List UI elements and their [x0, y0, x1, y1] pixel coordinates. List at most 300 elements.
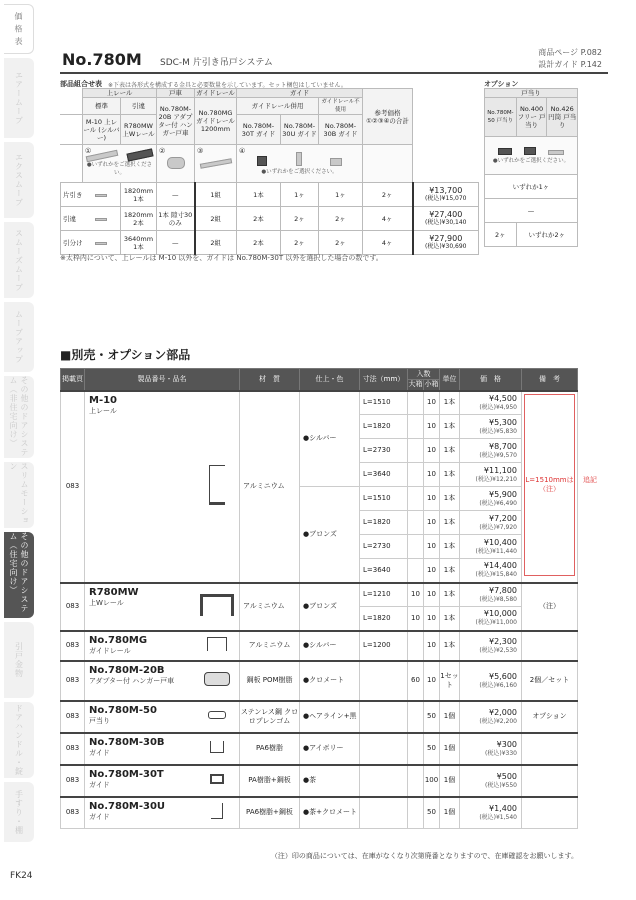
- group-guide-rail: ガイドレール: [196, 89, 235, 97]
- price-value: ¥27,900: [429, 233, 463, 243]
- price-cell: [460, 631, 522, 661]
- size-cell: L=3640: [360, 559, 408, 583]
- qty-big-cell: 10: [408, 607, 424, 631]
- group-door-roller: 戸車: [157, 89, 195, 98]
- qty-big-cell: 60: [408, 661, 424, 701]
- product-name-cell: [85, 765, 196, 797]
- page-cell: 083: [61, 391, 85, 583]
- combo-table-label: 部品組合せ表: [60, 80, 102, 88]
- option-row: [485, 175, 578, 199]
- door-layout-icon: [95, 194, 107, 197]
- option-qty-50: 2ヶ: [485, 223, 517, 247]
- unit-cell: 1本: [440, 583, 460, 607]
- col-no426: No.426 円筒 戸当り: [547, 98, 578, 137]
- page-cell: 083: [61, 583, 85, 631]
- cell-r6: 2ヶ: [319, 207, 363, 231]
- product-desc: ガイドレール: [89, 646, 131, 655]
- size-cell: L=1820: [360, 511, 408, 535]
- th-page: 掲載頁: [61, 369, 85, 391]
- qty-big-cell: [408, 733, 424, 765]
- door-stop-image-cell: [485, 137, 578, 175]
- unit-cell: 1本: [440, 559, 460, 583]
- table-row: [61, 733, 578, 765]
- material-cell: PA6樹脂+鋼板: [240, 797, 300, 829]
- col-780m30t: No.780M-30T ガイド: [237, 115, 281, 145]
- qty-big-cell: [408, 535, 424, 559]
- header-divider: [60, 72, 608, 74]
- option-table: [484, 88, 578, 247]
- page-title: No.780M: [62, 50, 142, 69]
- group-guide: ガイド: [237, 89, 363, 98]
- option-row: [485, 223, 578, 247]
- num-2: ②: [159, 147, 166, 155]
- unit-cell: 1本: [440, 391, 460, 415]
- table-row: [61, 661, 578, 701]
- product-figure-cell: [196, 733, 240, 765]
- qty-big-cell: [408, 415, 424, 439]
- qty-small-cell: 10: [424, 535, 440, 559]
- qty-small-cell: 50: [424, 701, 440, 733]
- cell-r4: 2本: [237, 231, 281, 255]
- price-value: ¥13,700: [429, 185, 463, 195]
- cell-r2: —: [157, 231, 195, 255]
- product-number: No.780MG: [89, 634, 148, 646]
- size-cell: L=3640: [360, 463, 408, 487]
- qty-small-cell: 10: [424, 391, 440, 415]
- option-qty-other: いずれか2ヶ: [516, 223, 577, 247]
- product-figure-icon: [211, 803, 223, 819]
- unit-cell: 1本: [440, 439, 460, 463]
- product-name-cell: [85, 661, 196, 701]
- price-cell: [460, 583, 522, 607]
- choose-note-3: ●いずれかをご選択ください。: [492, 157, 570, 164]
- price-cell: [460, 487, 522, 511]
- price-tax: (税込)¥30,140: [425, 218, 467, 226]
- finish-cell: ●シルバー: [300, 631, 360, 661]
- price-value: ¥10,400: [483, 537, 517, 547]
- page-cell: 083: [61, 631, 85, 661]
- qty-big-cell: [408, 797, 424, 829]
- side-tab-8[interactable]: 引戸金物: [4, 622, 34, 698]
- th-unit: 単位: [440, 369, 460, 391]
- side-tab-0[interactable]: 価 格 表: [4, 4, 34, 54]
- blank-cell: [61, 145, 83, 183]
- product-number: No.780M-30U: [89, 800, 166, 812]
- table-row: [61, 797, 578, 829]
- col-780m30b: No.780M-30B ガイド: [319, 115, 363, 145]
- door-stop-50-icon: [498, 148, 512, 155]
- price-tax: (税込)¥6,490: [479, 499, 517, 507]
- price-cell: [460, 511, 522, 535]
- unit-cell: 1本: [440, 535, 460, 559]
- design-guide-ref: 設計ガイド P.142: [538, 60, 602, 69]
- price-value: ¥7,200: [489, 513, 517, 523]
- product-desc: ガイド: [89, 748, 110, 757]
- unit-cell: 1個: [440, 733, 460, 765]
- combo-row: [61, 183, 479, 207]
- col-780m30u: No.780M-30U ガイド: [281, 115, 319, 145]
- price-tax: (税込)¥4,950: [479, 403, 517, 411]
- size-cell: [360, 765, 408, 797]
- cell-r5: 1ヶ: [281, 183, 319, 207]
- unit-cell: 1本: [440, 415, 460, 439]
- qty-small-cell: 50: [424, 797, 440, 829]
- guide-common-header: ガイドレール併用: [237, 98, 319, 115]
- product-number: R780MW: [89, 586, 139, 598]
- product-figure-cell: [196, 797, 240, 829]
- product-figure-icon: [210, 741, 224, 753]
- material-cell: アルミニウム: [240, 631, 300, 661]
- roller-image-cell: [157, 145, 195, 183]
- finish-cell: ●茶: [300, 765, 360, 797]
- price-tax: (税込)¥2,530: [479, 646, 517, 654]
- size-cell: [360, 797, 408, 829]
- cell-r5: 2ヶ: [281, 207, 319, 231]
- cell-r7: 4ヶ: [363, 231, 413, 255]
- table-row: [61, 701, 578, 733]
- col-780m20b: No.780M-20B アダプター付 ハンガー戸車: [157, 98, 195, 145]
- cell-r6: 2ヶ: [319, 231, 363, 255]
- product-desc: ガイド: [89, 780, 110, 789]
- roller-icon: [167, 157, 185, 169]
- material-cell: PA6樹脂: [240, 733, 300, 765]
- unit-cell: 1本: [440, 487, 460, 511]
- ref-price: [413, 183, 479, 207]
- side-tab-2[interactable]: エクスムーブ: [4, 142, 34, 218]
- price-value: ¥7,800: [489, 585, 517, 595]
- th-name: 製品番号・品名: [85, 369, 240, 391]
- price-value: ¥500: [496, 771, 517, 781]
- price-cell: [460, 797, 522, 829]
- unit-cell: 1個: [440, 701, 460, 733]
- price-cell: [460, 415, 522, 439]
- size-cell: L=1820: [360, 607, 408, 631]
- cell-r7: 2ヶ: [363, 183, 413, 207]
- product-figure-icon: [210, 774, 224, 784]
- qty-small-cell: 10: [424, 559, 440, 583]
- parts-section-title: ■別売・オプション部品: [60, 348, 191, 362]
- combo-table-note: ※下表は各形式を構成する金具と必要数量を示しています。セット梱包はしていません。: [108, 82, 347, 89]
- size-cell: L=2730: [360, 535, 408, 559]
- product-desc: アダプター付 ハンガー戸車: [89, 676, 175, 685]
- qty-small-cell: 10: [424, 607, 440, 631]
- price-value: ¥300: [496, 739, 517, 749]
- product-figure-cell: [196, 661, 240, 701]
- cell-r4: 1本: [237, 183, 281, 207]
- cell-r3: 1組: [195, 183, 237, 207]
- material-cell: 鋼板 POM樹脂: [240, 661, 300, 701]
- finish-cell: ●ブロンズ: [300, 583, 360, 631]
- num-1: ①: [85, 147, 92, 155]
- remark-cell: オプション: [522, 701, 578, 733]
- cell-r5: 2ヶ: [281, 231, 319, 255]
- cell-r1: 3640mm 1本: [121, 231, 157, 255]
- finish-cell: ●クロメート: [300, 661, 360, 701]
- price-tax: (税込)¥12,210: [475, 475, 517, 483]
- table-row: [61, 765, 578, 797]
- product-desc: 上Wレール: [89, 598, 124, 607]
- choose-note-2: ●いずれかをご選択ください。: [261, 168, 338, 175]
- qty-small-cell: 10: [424, 439, 440, 463]
- price-tax: (税込)¥9,570: [479, 451, 517, 459]
- qty-small-cell: 10: [424, 583, 440, 607]
- product-number: M-10: [89, 394, 118, 406]
- side-tab-4[interactable]: ムーブアップ: [4, 302, 34, 372]
- table-row: [61, 391, 578, 415]
- qty-small-cell: 10: [424, 631, 440, 661]
- remark-cell: （注）: [522, 583, 578, 631]
- cell-r3: 2組: [195, 231, 237, 255]
- combo-footnote: ※太枠内について、上レールは M-10 以外を、ガイドは No.780M-30T 以外を選択した場合の数です。: [60, 254, 383, 262]
- price-cell: [460, 607, 522, 631]
- guide-30b-icon: [330, 158, 342, 166]
- product-number: No.780M-30B: [89, 736, 165, 748]
- table-row: [61, 631, 578, 661]
- side-tab-3[interactable]: スムーズムーブ: [4, 222, 34, 298]
- price-cell: [460, 661, 522, 701]
- price-cell: [460, 765, 522, 797]
- page-cell: 083: [61, 701, 85, 733]
- side-tab-6[interactable]: スリムモーション: [4, 462, 34, 528]
- col-no400: No.400 フリー 戸当り: [516, 98, 547, 137]
- blank-cell: [61, 115, 83, 145]
- qty-small-cell: 10: [424, 463, 440, 487]
- qty-small-cell: 50: [424, 733, 440, 765]
- side-tab-7[interactable]: その他のドアシステム（住宅向け）: [4, 532, 34, 618]
- finish-cell: ●シルバー: [300, 391, 360, 487]
- col-780mg: No.780MG ガイドレール 1200mm: [195, 98, 237, 145]
- finish-cell: ●アイボリー: [300, 733, 360, 765]
- th-price: 価 格: [460, 369, 522, 391]
- door-layout-icon: [95, 218, 107, 221]
- guide-noneed-header: ガイドレール不使用: [319, 98, 363, 115]
- product-name-cell: [85, 583, 196, 631]
- col-780m50: No.780M-50 戸当り: [485, 98, 517, 137]
- size-cell: [360, 661, 408, 701]
- price-value: ¥8,700: [489, 441, 517, 451]
- choose-note-1: ●いずれかをご選択ください。: [86, 161, 153, 176]
- qty-big-cell: [408, 559, 424, 583]
- price-tax: (税込)¥330: [485, 749, 517, 757]
- unit-cell: 1個: [440, 765, 460, 797]
- pull-header: 引違: [121, 98, 157, 115]
- group-upper-rail: 上レール: [83, 89, 157, 98]
- num-3: ③: [197, 147, 204, 155]
- product-desc: 上レール: [89, 406, 117, 415]
- remark-cell: [522, 797, 578, 829]
- guide-rail-image-cell: [195, 145, 237, 183]
- price-tax: (税込)¥2,200: [479, 717, 517, 725]
- price-cell: [460, 391, 522, 415]
- price-value: ¥4,500: [489, 393, 517, 403]
- material-cell: PA樹脂+鋼板: [240, 765, 300, 797]
- product-figure-cell: [196, 701, 240, 733]
- combination-table: [60, 88, 479, 255]
- qty-small-cell: 10: [424, 487, 440, 511]
- col-r780mw: R780MW 上Wレール: [121, 115, 157, 145]
- guide-30t-icon: [257, 156, 267, 166]
- std-header: 標準: [83, 98, 121, 115]
- product-desc: ガイド: [89, 812, 110, 821]
- product-figure-cell: [196, 631, 240, 661]
- product-number: No.780M-30T: [89, 768, 164, 780]
- cell-r4: 2本: [237, 207, 281, 231]
- th-material: 材 質: [240, 369, 300, 391]
- side-tab-1[interactable]: エアームーブ: [4, 58, 34, 138]
- table-row: [61, 583, 578, 607]
- cell-r6: 1ヶ: [319, 183, 363, 207]
- page-cell: 083: [61, 733, 85, 765]
- th-remark: 備 考: [522, 369, 578, 391]
- parts-footnote: （注）印の商品については、在庫がなくなり次第廃番となりますので、在庫確認をお願いします。: [270, 852, 578, 860]
- cell-r7: 4ヶ: [363, 207, 413, 231]
- cell-r1: 1820mm 2本: [121, 207, 157, 231]
- upper-rail-image-cell: [83, 145, 157, 183]
- finish-cell: ●茶+クロメート: [300, 797, 360, 829]
- page-cell: 083: [61, 661, 85, 701]
- unit-cell: 1個: [440, 797, 460, 829]
- price-tax: (税込)¥30,690: [425, 242, 467, 250]
- price-cell: [460, 559, 522, 583]
- price-cell: [460, 535, 522, 559]
- product-page-ref: 商品ページ P.082: [538, 48, 602, 57]
- row-type: 引分け: [61, 231, 83, 255]
- th-qty: 入数: [408, 369, 440, 380]
- price-value: ¥11,100: [483, 465, 517, 475]
- combo-row: [61, 231, 479, 255]
- col-m10: M-10 上レール (シルバー): [83, 115, 121, 145]
- row-type: 片引き: [61, 183, 83, 207]
- price-tax: (税込)¥550: [485, 781, 517, 789]
- option-qty: —: [485, 199, 578, 223]
- size-cell: [360, 701, 408, 733]
- price-value: ¥10,000: [483, 609, 517, 619]
- product-name-cell: [85, 391, 196, 583]
- material-cell: アルミニウム: [240, 583, 300, 631]
- qty-big-cell: [408, 391, 424, 415]
- cell-r3: 2組: [195, 207, 237, 231]
- product-name-cell: [85, 797, 196, 829]
- price-tax: (税込)¥7,920: [479, 523, 517, 531]
- page-cell: 083: [61, 797, 85, 829]
- unit-cell: 1本: [440, 511, 460, 535]
- option-qty: いずれか1ヶ: [485, 175, 578, 199]
- num-4: ④: [239, 147, 246, 155]
- material-cell: アルミニウム: [240, 391, 300, 583]
- qty-small-cell: 100: [424, 765, 440, 797]
- product-figure-icon: [204, 672, 230, 686]
- side-tab-5[interactable]: その他のドアシステム（非住宅向け）: [4, 376, 34, 458]
- guide-image-cell: [237, 145, 363, 183]
- remark-highlight: L=1510mmは（注）: [524, 394, 575, 576]
- qty-big-cell: [408, 511, 424, 535]
- th-finish: 仕上・色: [300, 369, 360, 391]
- product-name-cell: [85, 631, 196, 661]
- guide-rail-icon: [199, 158, 231, 168]
- price-value: ¥14,400: [483, 561, 517, 571]
- price-tax: (税込)¥15,070: [425, 194, 467, 202]
- qty-small-cell: 10: [424, 415, 440, 439]
- qty-big-cell: [408, 701, 424, 733]
- product-number: No.780M-20B: [89, 664, 165, 676]
- ref-price: [413, 207, 479, 231]
- size-cell: [360, 733, 408, 765]
- price-cell: [460, 463, 522, 487]
- price-tax: (税込)¥15,840: [475, 571, 517, 579]
- price-tax: (税込)¥8,580: [479, 595, 517, 603]
- qty-big-cell: [408, 765, 424, 797]
- combo-row: [61, 207, 479, 231]
- price-cell: [460, 701, 522, 733]
- page-cell: 083: [61, 765, 85, 797]
- remark-cell: [522, 631, 578, 661]
- qty-big-cell: [408, 439, 424, 463]
- add-note: 追記: [583, 476, 597, 484]
- page-subtitle: SDC-M 片引き吊戸システム: [160, 58, 273, 68]
- door-stop-400-icon: [524, 147, 536, 155]
- price-cell: [460, 439, 522, 463]
- group-door-stop: 戸当り: [485, 89, 578, 98]
- row-type-icon: [83, 183, 121, 207]
- price-tax: (税込)¥6,160: [479, 681, 517, 689]
- price-tax: (税込)¥1,540: [479, 813, 517, 821]
- product-name-cell: [85, 701, 196, 733]
- price-tax: (税込)¥11,000: [475, 619, 517, 627]
- row-type: 引違: [61, 207, 83, 231]
- side-tab-10[interactable]: 手すり・棚: [4, 782, 34, 842]
- product-figure-icon: [208, 711, 226, 719]
- remark-cell: 2個／セット: [522, 661, 578, 701]
- price-tax: (税込)¥5,830: [479, 427, 517, 435]
- qty-big-cell: [408, 631, 424, 661]
- size-cell: L=1820: [360, 415, 408, 439]
- guide-30u-icon: [296, 152, 302, 166]
- product-figure-icon: [207, 637, 227, 651]
- option-row: [485, 199, 578, 223]
- door-stop-426-icon: [548, 150, 564, 155]
- unit-cell: 1本: [440, 607, 460, 631]
- price-value: ¥5,300: [489, 417, 517, 427]
- finish-cell: ●ブロンズ: [300, 487, 360, 583]
- th-qty-small: 小箱: [424, 380, 440, 391]
- remark-cell: [522, 391, 578, 583]
- product-number: No.780M-50: [89, 704, 157, 716]
- row-type-icon: [83, 231, 121, 255]
- size-cell: L=1510: [360, 487, 408, 511]
- qty-small-cell: 10: [424, 661, 440, 701]
- ref-price-header: 参考価格 ①②③④の合計: [363, 89, 413, 145]
- row-type-icon: [83, 207, 121, 231]
- option-label: オプション: [484, 80, 519, 88]
- remark-cell: [522, 765, 578, 797]
- side-tab-rail: [0, 0, 38, 860]
- cell-r2: 1本 隙寸30のみ: [157, 207, 195, 231]
- material-cell: ステンレス鋼 クロロプレンゴム: [240, 701, 300, 733]
- th-size: 寸法（mm）: [360, 369, 408, 391]
- product-name-cell: [85, 733, 196, 765]
- qty-big-cell: [408, 463, 424, 487]
- door-layout-icon: [95, 242, 107, 245]
- price-value: ¥5,900: [489, 489, 517, 499]
- th-qty-big: 大箱: [408, 380, 424, 391]
- unit-cell: 1本: [440, 631, 460, 661]
- size-cell: L=1210: [360, 583, 408, 607]
- price-cell: [460, 733, 522, 765]
- unit-cell: 1本: [440, 463, 460, 487]
- side-tab-9[interactable]: ドアハンドル・錠: [4, 702, 34, 778]
- cell-r1: 1820mm 1本: [121, 183, 157, 207]
- product-figure-cell: [196, 583, 240, 631]
